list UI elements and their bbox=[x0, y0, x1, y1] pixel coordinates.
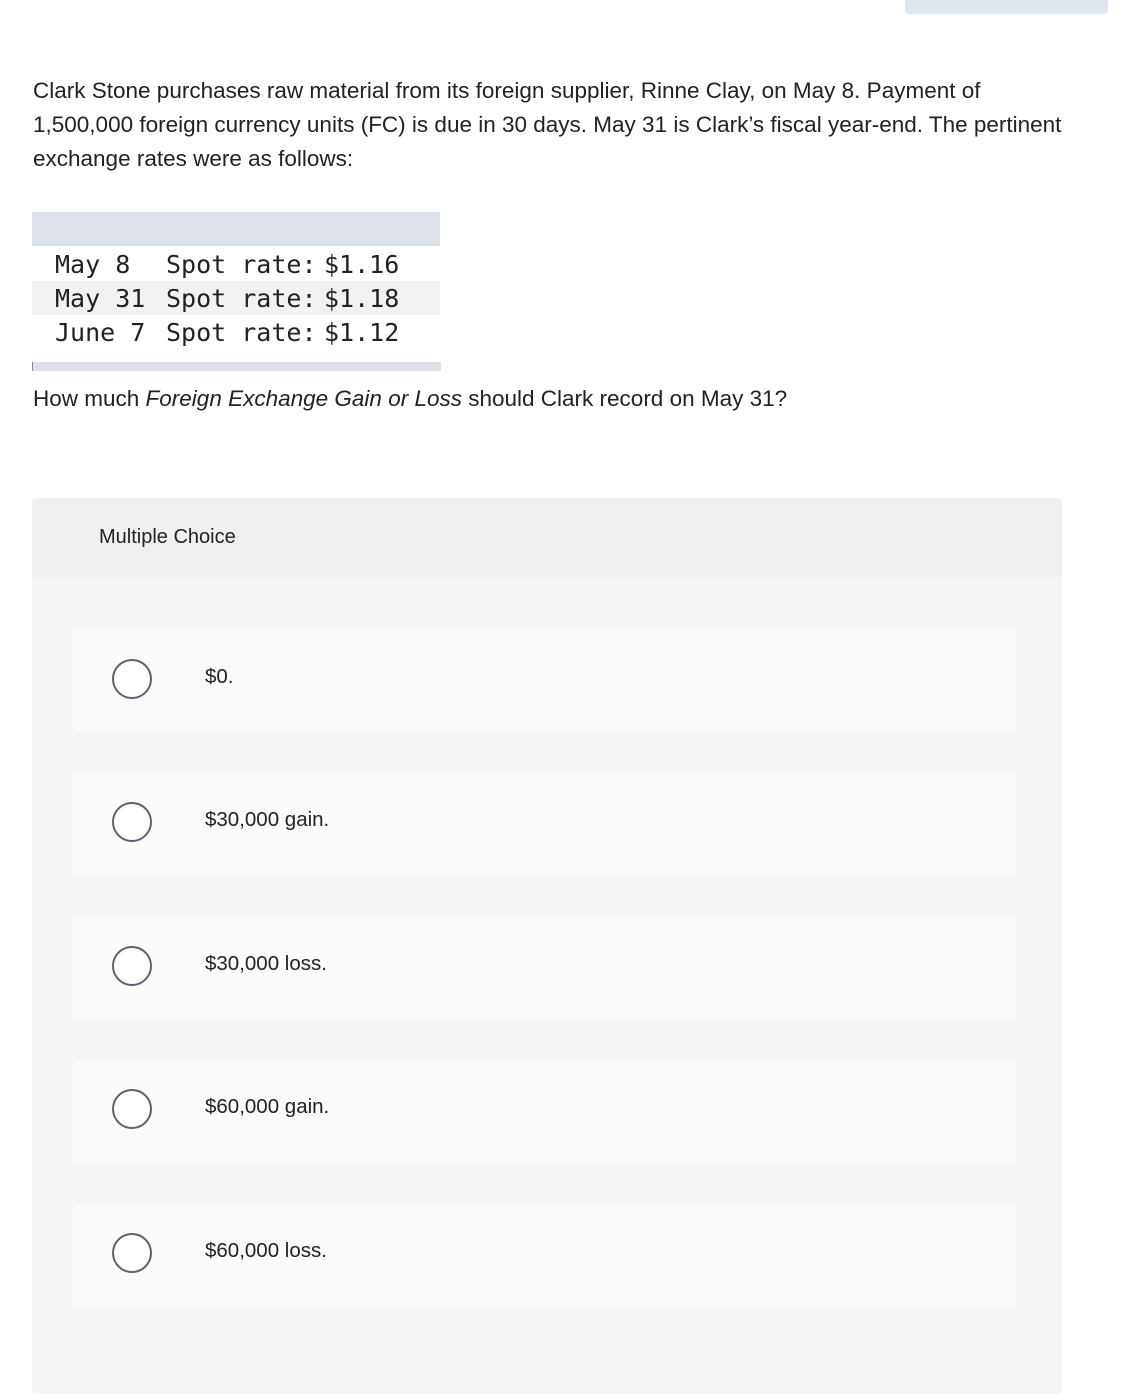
table-row bbox=[32, 315, 440, 349]
multiple-choice-header bbox=[32, 498, 1062, 577]
rate-value: $1.12 bbox=[324, 317, 400, 347]
answer-option[interactable] bbox=[73, 916, 1016, 1020]
rate-date: June 7 bbox=[55, 317, 146, 347]
option-label: $30,000 gain. bbox=[205, 808, 330, 831]
question-text: Clark Stone purchases raw material from its foreign supplier, Rinne Clay, on May 8. Payment of 1,500,000 foreign currency units (FC) is due in 30 days. May 31 is Clark’s fiscal year-end. The pertinent exchange rates were as follows: bbox=[33, 78, 1062, 171]
answer-option[interactable] bbox=[73, 1203, 1016, 1307]
table-row bbox=[32, 281, 440, 315]
radio-button[interactable] bbox=[112, 946, 152, 986]
exchange-rates-table bbox=[32, 212, 440, 371]
multiple-choice-title: Multiple Choice bbox=[99, 526, 236, 548]
rate-value: $1.16 bbox=[324, 249, 400, 279]
radio-button[interactable] bbox=[112, 802, 152, 842]
answer-option[interactable] bbox=[73, 629, 1016, 733]
top-action-button[interactable] bbox=[905, 0, 1108, 14]
rate-label: Spot rate: bbox=[166, 249, 317, 279]
option-label: $60,000 loss. bbox=[205, 1239, 327, 1262]
option-label: $60,000 gain. bbox=[205, 1095, 330, 1118]
rate-date: May 8 bbox=[55, 249, 131, 279]
answer-option[interactable] bbox=[73, 772, 1016, 876]
table-row bbox=[32, 247, 440, 281]
option-label: $0. bbox=[205, 665, 234, 688]
radio-button[interactable] bbox=[112, 1233, 152, 1273]
option-label: $30,000 loss. bbox=[205, 952, 327, 975]
question-prompt bbox=[33, 382, 787, 416]
radio-button[interactable] bbox=[112, 1089, 152, 1129]
radio-button[interactable] bbox=[112, 659, 152, 699]
prompt-text-end: should Clark record on May 31? bbox=[461, 386, 788, 411]
table-footer bbox=[32, 362, 441, 371]
table-header bbox=[32, 212, 440, 246]
rate-date: May 31 bbox=[55, 283, 146, 313]
answer-option[interactable] bbox=[73, 1059, 1016, 1163]
multiple-choice-panel bbox=[32, 498, 1062, 1394]
rate-label: Spot rate: bbox=[166, 283, 317, 313]
prompt-emphasis: Foreign Exchange Gain or Loss bbox=[145, 386, 462, 411]
rate-label: Spot rate: bbox=[166, 317, 317, 347]
prompt-text: How much bbox=[33, 386, 146, 411]
rate-value: $1.18 bbox=[324, 283, 400, 313]
